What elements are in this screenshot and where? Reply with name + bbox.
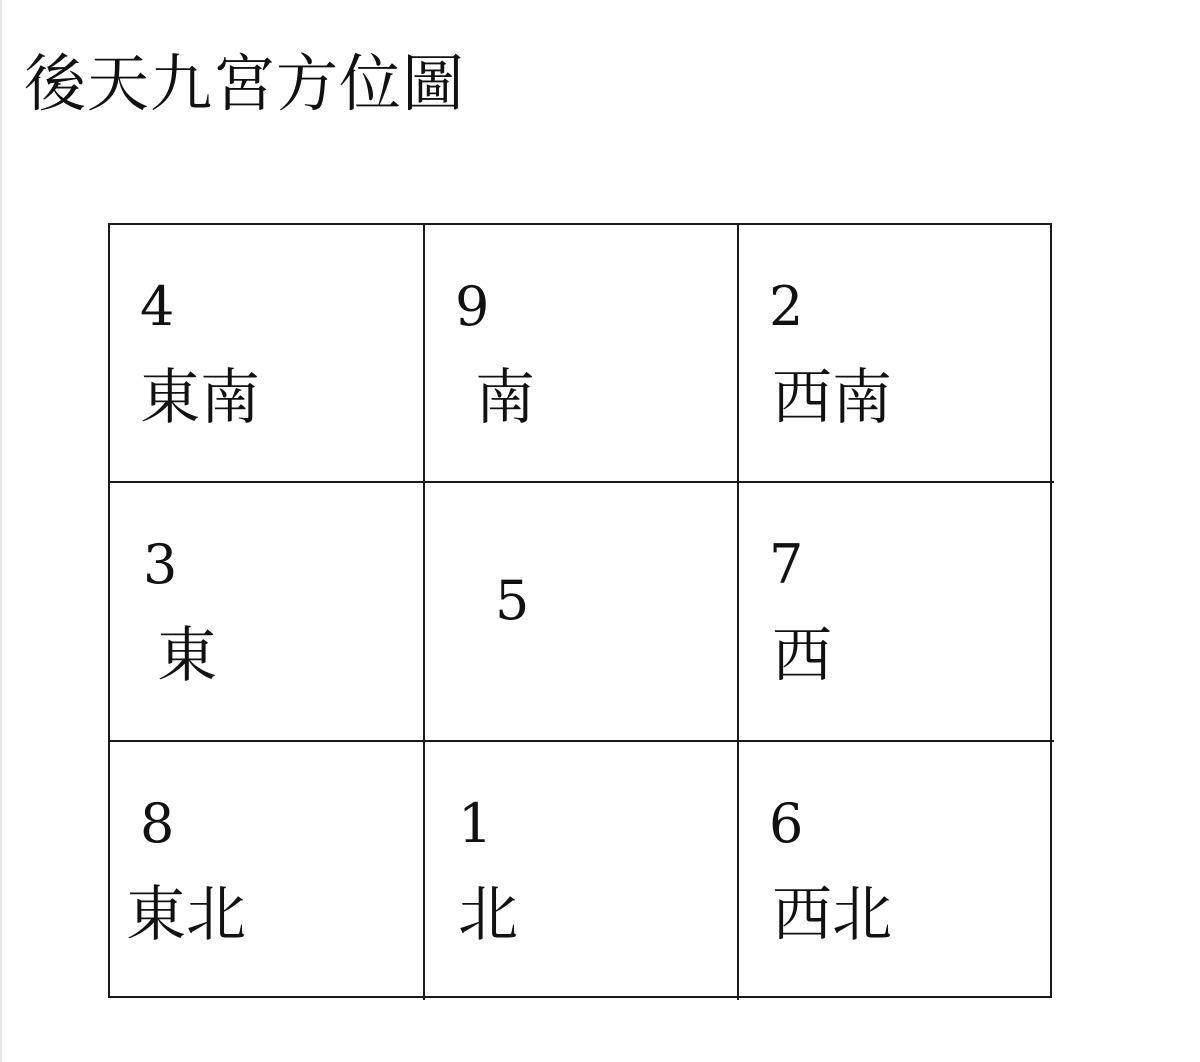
palace-direction: 北 — [458, 880, 518, 950]
palace-cell-southwest — [739, 225, 1054, 483]
palace-number: 4 — [140, 275, 175, 338]
palace-number: 8 — [140, 792, 175, 855]
palace-cell-northwest — [739, 742, 1054, 1000]
palace-direction: 南 — [475, 363, 535, 433]
page-left-border — [0, 0, 2, 1062]
palace-cell-north — [425, 742, 739, 1000]
palace-direction: 東北 — [126, 880, 246, 950]
page-title: 後天九宮方位圖 — [24, 47, 466, 120]
palace-cell-southeast — [110, 225, 425, 483]
palace-number: 5 — [495, 569, 530, 632]
palace-number: 9 — [455, 275, 490, 338]
palace-number: 2 — [769, 275, 804, 338]
palace-direction: 西北 — [772, 880, 892, 950]
palace-cell-west — [739, 483, 1054, 742]
palace-cell-center — [425, 483, 739, 742]
palace-direction: 西 — [772, 621, 832, 691]
palace-number: 6 — [769, 792, 804, 855]
palace-direction: 西南 — [772, 363, 892, 433]
palace-cell-northeast — [110, 742, 425, 1000]
palace-number: 1 — [458, 792, 493, 855]
nine-palace-grid — [108, 223, 1052, 998]
palace-direction: 東南 — [140, 363, 260, 433]
palace-number: 7 — [769, 533, 804, 596]
palace-cell-south — [425, 225, 739, 483]
palace-direction: 東 — [157, 621, 217, 691]
palace-number: 3 — [143, 533, 178, 596]
palace-cell-east — [110, 483, 425, 742]
